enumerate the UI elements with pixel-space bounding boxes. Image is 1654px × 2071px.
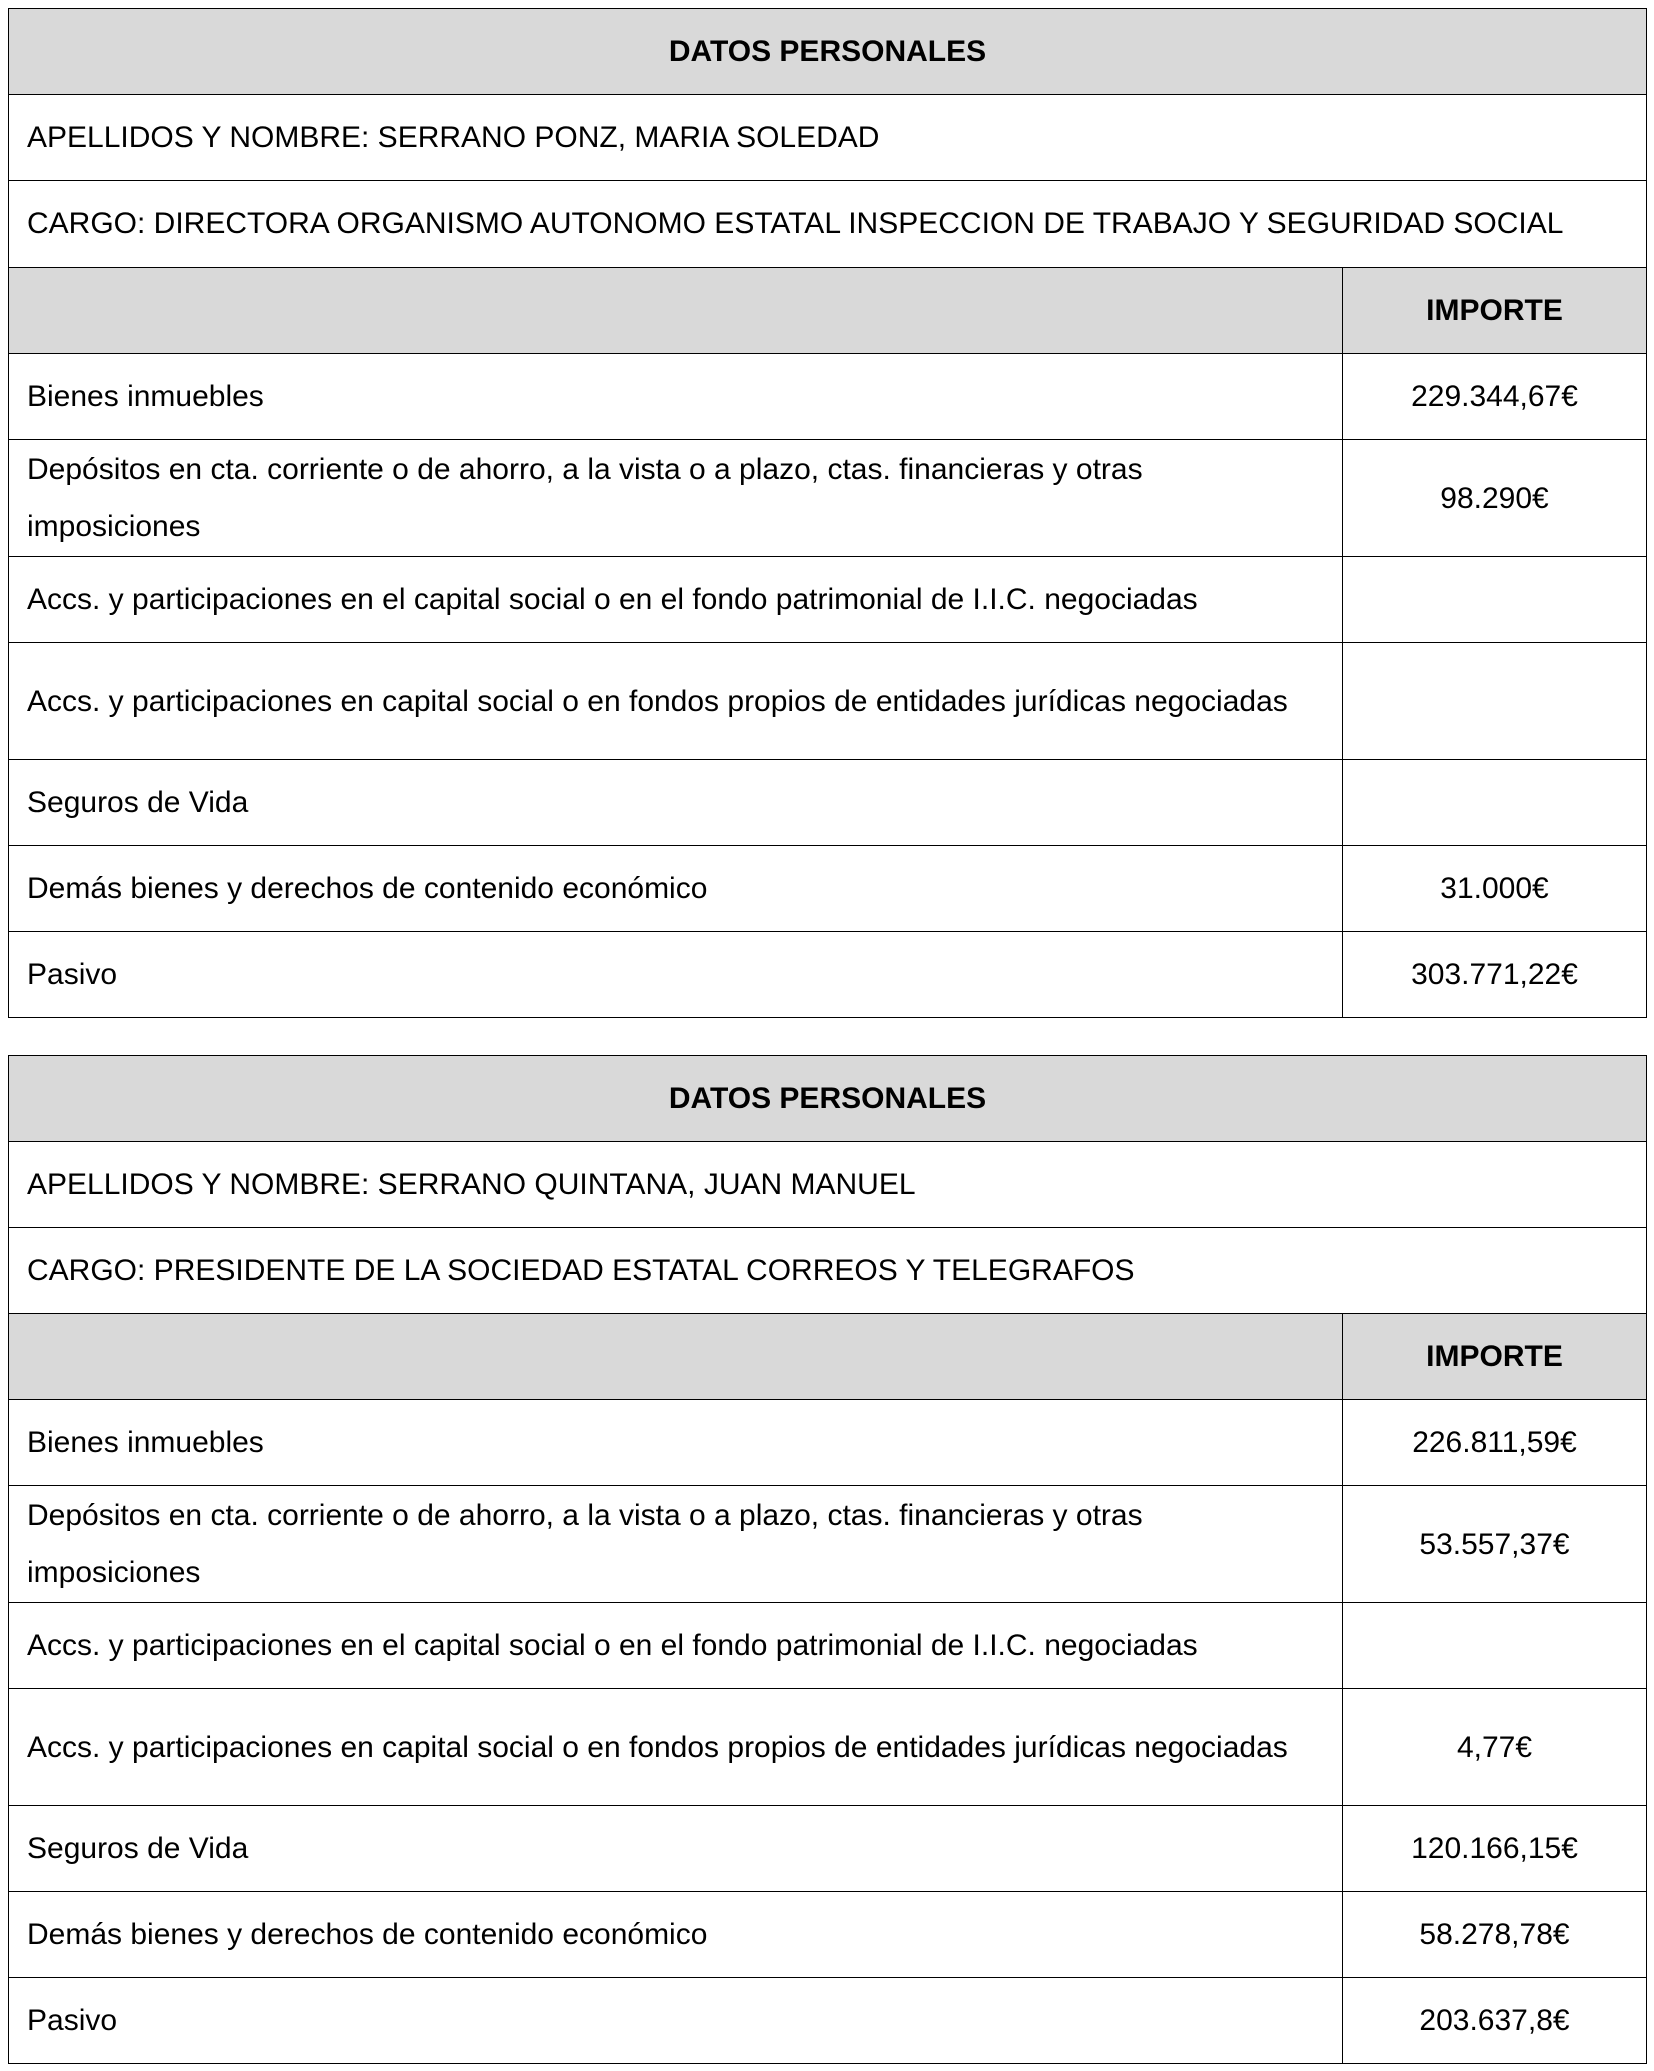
row-amount: 31.000€ [1343, 846, 1647, 932]
row-amount [1343, 643, 1647, 760]
row-label: Pasivo [9, 1978, 1343, 2064]
row-amount: 58.278,78€ [1343, 1892, 1647, 1978]
declaration-table-2 [8, 1055, 1647, 2064]
name-line: APELLIDOS Y NOMBRE: SERRANO PONZ, MARIA SOLEDAD [9, 95, 1647, 181]
label-header-cell [9, 268, 1343, 354]
declaration-table-1 [8, 8, 1647, 1018]
cargo-line: CARGO: DIRECTORA ORGANISMO AUTONOMO ESTATAL INSPECCION DE TRABAJO Y SEGURIDAD SOCIAL [9, 181, 1647, 268]
table-row [9, 1689, 1647, 1806]
table-row [9, 846, 1647, 932]
label-header-cell [9, 1314, 1343, 1400]
row-amount: 98.290€ [1343, 440, 1647, 557]
table-row [9, 1978, 1647, 2064]
table-row [9, 354, 1647, 440]
row-label: Demás bienes y derechos de contenido económico [9, 846, 1343, 932]
row-label: Accs. y participaciones en el capital social o en el fondo patrimonial de I.I.C. negociadas [9, 1603, 1343, 1689]
table-row [9, 1892, 1647, 1978]
row-amount: 303.771,22€ [1343, 932, 1647, 1018]
row-amount: 53.557,37€ [1343, 1486, 1647, 1603]
row-amount [1343, 760, 1647, 846]
table-row [9, 932, 1647, 1018]
row-amount: 226.811,59€ [1343, 1400, 1647, 1486]
table-row [9, 440, 1647, 557]
row-amount: 4,77€ [1343, 1689, 1647, 1806]
section-title: DATOS PERSONALES [9, 9, 1647, 95]
row-amount: 120.166,15€ [1343, 1806, 1647, 1892]
table-row [9, 1486, 1647, 1603]
name-line: APELLIDOS Y NOMBRE: SERRANO QUINTANA, JUAN MANUEL [9, 1142, 1647, 1228]
row-amount: 229.344,67€ [1343, 354, 1647, 440]
table-row [9, 1806, 1647, 1892]
cargo-line: CARGO: PRESIDENTE DE LA SOCIEDAD ESTATAL CORREOS Y TELEGRAFOS [9, 1228, 1647, 1314]
table-row [9, 1603, 1647, 1689]
section-title: DATOS PERSONALES [9, 1056, 1647, 1142]
row-amount [1343, 557, 1647, 643]
table-row [9, 1400, 1647, 1486]
row-amount: 203.637,8€ [1343, 1978, 1647, 2064]
row-label: Accs. y participaciones en capital social o en fondos propios de entidades jurídicas negociadas [9, 643, 1343, 760]
row-label: Accs. y participaciones en el capital social o en el fondo patrimonial de I.I.C. negociadas [9, 557, 1343, 643]
row-label: Bienes inmuebles [9, 354, 1343, 440]
row-label: Demás bienes y derechos de contenido económico [9, 1892, 1343, 1978]
row-label: Bienes inmuebles [9, 1400, 1343, 1486]
row-label: Seguros de Vida [9, 1806, 1343, 1892]
row-label: Pasivo [9, 932, 1343, 1018]
row-label: Accs. y participaciones en capital social o en fondos propios de entidades jurídicas negociadas [9, 1689, 1343, 1806]
amount-header: IMPORTE [1343, 1314, 1647, 1400]
table-row [9, 643, 1647, 760]
table-row [9, 557, 1647, 643]
row-label: Depósitos en cta. corriente o de ahorro, a la vista o a plazo, ctas. financieras y otras imposiciones [9, 440, 1343, 557]
row-label: Seguros de Vida [9, 760, 1343, 846]
row-label: Depósitos en cta. corriente o de ahorro, a la vista o a plazo, ctas. financieras y otras imposiciones [9, 1486, 1343, 1603]
row-amount [1343, 1603, 1647, 1689]
table-row [9, 760, 1647, 846]
amount-header: IMPORTE [1343, 268, 1647, 354]
